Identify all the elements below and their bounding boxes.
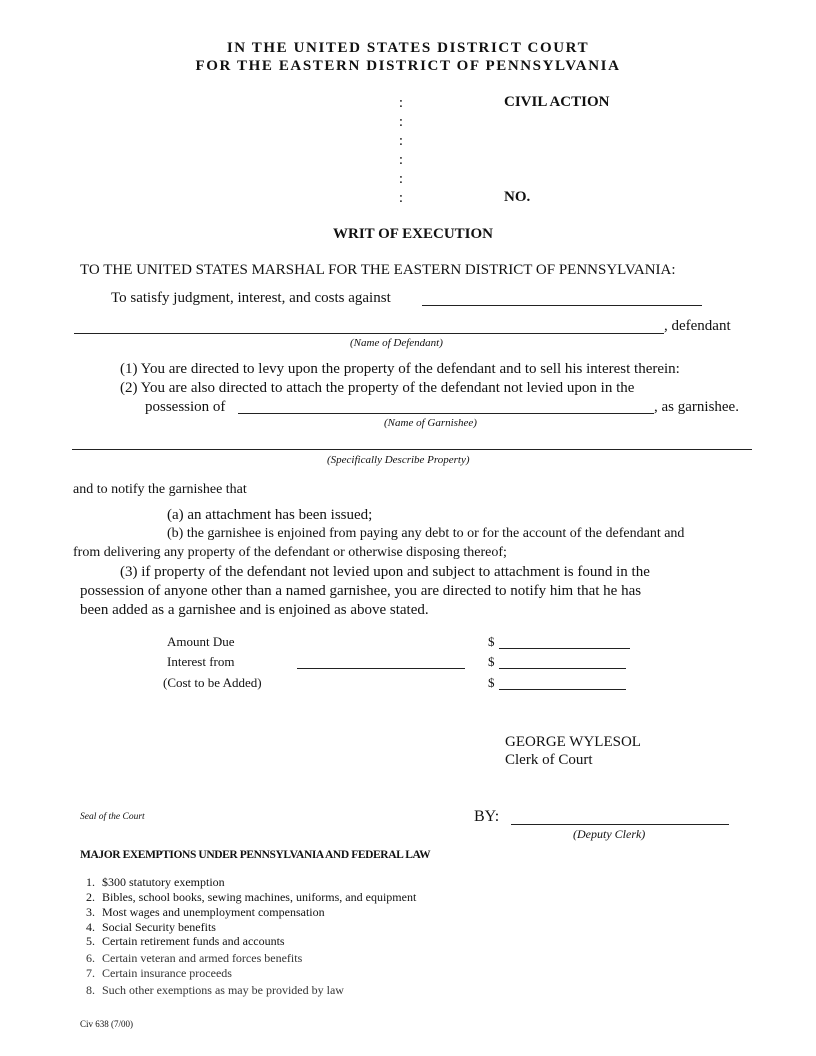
cost-added-label: (Cost to be Added) — [163, 675, 262, 690]
caption-colon: : — [398, 95, 404, 111]
exemption-item — [86, 983, 344, 998]
court-header-line-2: FOR THE EASTERN DISTRICT OF PENNSYLVANIA — [195, 58, 621, 74]
document-title: WRIT OF EXECUTION — [332, 226, 494, 242]
caption-colon: : — [398, 114, 404, 130]
exemption-item — [86, 951, 302, 966]
addressee-line: TO THE UNITED STATES MARSHAL FOR THE EASTERN DISTRICT OF PENNSYLVANIA: — [80, 262, 676, 278]
amount-due-dollar-sign: $ — [488, 634, 495, 649]
court-header-line-1: IN THE UNITED STATES DISTRICT COURT — [226, 40, 590, 56]
cost-dollar-sign: $ — [488, 675, 495, 690]
exemption-number: 5. — [86, 934, 95, 948]
exemption-text: Certain insurance proceeds — [102, 966, 232, 980]
caption-colon: : — [398, 152, 404, 168]
exemption-text: Most wages and unemployment compensation — [102, 905, 325, 919]
exemption-number: 8. — [86, 983, 95, 997]
exemption-number: 7. — [86, 966, 95, 980]
notice-3-line-3: been added as a garnishee and is enjoined as above stated. — [80, 602, 429, 618]
exemption-item — [86, 966, 232, 981]
exemptions-title: MAJOR EXEMPTIONS UNDER PENNSYLVANIA AND FEDERAL LAW — [80, 849, 431, 861]
interest-dollar-sign: $ — [488, 654, 495, 669]
interest-from-blank-line — [297, 668, 465, 669]
notice-b-line-2: from delivering any property of the defendant or otherwise disposing thereof; — [73, 545, 507, 560]
describe-property-caption: (Specifically Describe Property) — [327, 454, 470, 466]
exemption-text: $300 statutory exemption — [102, 875, 225, 889]
directive-2-prefix: possession of — [145, 399, 226, 415]
exemption-item — [86, 905, 325, 920]
notify-intro: and to notify the garnishee that — [73, 482, 247, 497]
exemption-text: Certain veteran and armed forces benefits — [102, 951, 303, 965]
seal-of-court-label: Seal of the Court — [80, 812, 145, 822]
exemption-number: 1. — [86, 875, 95, 889]
deputy-clerk-caption: (Deputy Clerk) — [573, 827, 646, 841]
by-label: BY: — [474, 808, 500, 825]
clerk-title: Clerk of Court — [505, 752, 593, 768]
exemption-number: 4. — [86, 920, 95, 934]
notice-3-line-2: possession of anyone other than a named garnishee, you are directed to notify him that he has — [80, 583, 642, 599]
caption-colon: : — [398, 133, 404, 149]
against-blank-line — [422, 305, 702, 306]
defendant-suffix: , defendant — [664, 318, 731, 334]
exemption-text: Such other exemptions as may be provided by law — [102, 983, 344, 997]
garnishee-blank-line — [238, 413, 654, 414]
exemption-text: Social Security benefits — [102, 920, 216, 934]
property-blank-line — [72, 449, 752, 450]
caption-colon: : — [398, 171, 404, 187]
exemption-item — [86, 920, 216, 935]
exemption-text: Certain retirement funds and accounts — [102, 934, 285, 948]
amount-due-blank-line — [499, 648, 630, 649]
clerk-name: GEORGE WYLESOL — [505, 734, 641, 750]
amount-due-label: Amount Due — [167, 634, 235, 649]
exemption-number: 2. — [86, 890, 95, 904]
exemption-item — [86, 890, 416, 905]
civil-action-label: CIVIL ACTION — [504, 94, 610, 110]
exemption-number: 3. — [86, 905, 95, 919]
notice-3-line-1: (3) if property of the defendant not levied upon and subject to attachment is found in the — [120, 564, 650, 580]
name-of-defendant-caption: (Name of Defendant) — [350, 337, 443, 349]
directive-2-line-1: (2) You are also directed to attach the property of the defendant not levied upon in the — [120, 380, 635, 396]
exemption-item — [86, 934, 285, 949]
case-number-label: NO. — [504, 189, 531, 205]
deputy-clerk-signature-line — [511, 824, 729, 825]
form-number: Civ 638 (7/00) — [80, 1019, 133, 1029]
exemption-number: 6. — [86, 951, 95, 965]
exemption-item — [86, 875, 225, 890]
directive-1: (1) You are directed to levy upon the property of the defendant and to sell his interest therein: — [120, 361, 680, 377]
exemption-text: Bibles, school books, sewing machines, uniforms, and equipment — [102, 890, 417, 904]
cost-blank-line — [499, 689, 626, 690]
interest-from-label: Interest from — [167, 654, 235, 669]
caption-colon: : — [398, 190, 404, 206]
interest-blank-line — [499, 668, 626, 669]
satisfy-judgment-text: To satisfy judgment, interest, and costs against — [111, 290, 391, 306]
notice-b-line-1: (b) the garnishee is enjoined from paying any debt to or for the account of the defendant and — [167, 526, 685, 541]
defendant-blank-line — [74, 333, 664, 334]
garnishee-suffix: , as garnishee. — [654, 399, 739, 415]
notice-a: (a) an attachment has been issued; — [167, 507, 373, 523]
name-of-garnishee-caption: (Name of Garnishee) — [384, 417, 477, 429]
